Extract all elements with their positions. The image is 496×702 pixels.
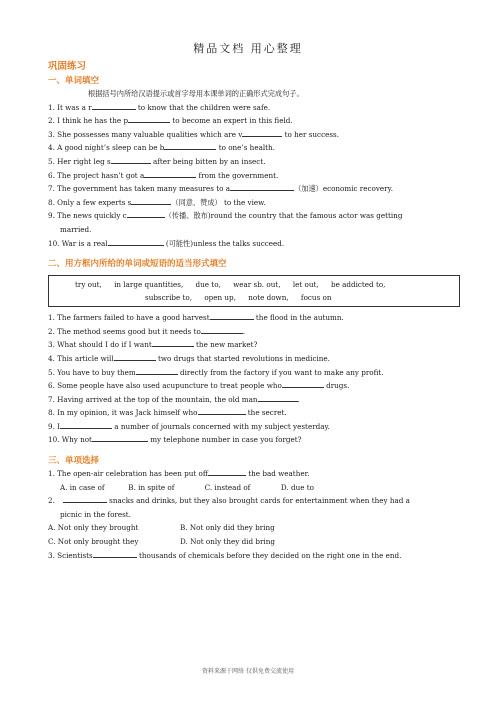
word-bank-term: note down, — [248, 293, 289, 303]
s1-item-9: 9. The news quickly c （传播、散布)round the country that the famous actor was getting — [48, 211, 403, 221]
s3-q3: 3. Scientists thousands of chemicals before they decided on the right one in the end. — [48, 550, 402, 560]
section-1-instruction: 根据括号内所给汉语提示或首字母用本课单词的正确形式完成句子。 — [88, 89, 304, 98]
s3-q1-options — [48, 481, 460, 495]
word-bank-row-1 — [55, 278, 453, 291]
s1-item-10: 10. War is a real (可能性)unless the talks succeed. — [48, 238, 285, 248]
s3-q2-options-ab — [48, 521, 460, 535]
s1-item-5: 5. Her right leg s after being bitten by an insect. — [48, 156, 266, 166]
s2-item-3: 3. What should I do if I want the new market? — [48, 340, 258, 350]
s3-q2-options-cd — [48, 535, 460, 549]
s2-item-6: 6. Some people have also used acupuncture to treat people who drugs. — [48, 381, 350, 391]
s1-item-9-cont: married. — [60, 224, 92, 234]
s2-item-5: 5. You have to buy them directly from the factory if you want to make any profit. — [48, 367, 384, 377]
s2-item-1: 1. The farmers failed to have a good harvest the flood in the autumn. — [48, 313, 344, 323]
s2-item-2: 2. The method seems good but it needs to . — [48, 326, 246, 336]
option-d: D. due to — [280, 482, 314, 492]
s3-q2: 2. snacks and drinks, but they also brought cards for entertainment when they had a — [48, 496, 410, 506]
s3-q1: 1. The open-air celebration has been put off the bad weather. — [48, 469, 310, 479]
s3-q2-cont: picnic in the forest. — [60, 509, 131, 519]
word-bank-term: wear sb. out, — [233, 280, 281, 290]
option-b: B. in spite of — [128, 482, 175, 492]
page-footer: 资料来源于网络 仅供免费交流使用 — [202, 668, 294, 675]
word-bank-term: let out, — [292, 280, 319, 290]
section-1-heading: 一、单词填空 — [48, 76, 100, 86]
page-header: 精品文档 用心整理 — [193, 42, 303, 55]
word-bank-term: subscribe to, — [145, 293, 193, 303]
s1-item-3: 3. She possesses many valuable qualities which are v to her success. — [48, 129, 340, 139]
word-bank-term: open up, — [204, 293, 236, 303]
worksheet-content — [48, 58, 460, 562]
s1-item-4: 4. A good night’s sleep can be b to one’s health. — [48, 143, 275, 153]
s1-item-7: 7. The government has taken many measures to a （加速）economic recovery. — [48, 184, 393, 194]
s1-item-8: 8. Only a few experts s （同意、赞成） to the view. — [48, 197, 266, 207]
s2-item-10: 10. Why not my telephone number in case you forget? — [48, 435, 302, 445]
s1-item-6: 6. The project hasn’t got a from the government. — [48, 170, 279, 180]
option-b: B. Not only did they bring — [180, 523, 275, 533]
option-d: D. Not only they did bring — [180, 537, 275, 547]
worksheet-title: 巩固练习 — [48, 61, 87, 72]
word-bank-box — [48, 275, 460, 307]
s2-item-7: 7. Having arrived at the top of the mountain, the old man . — [48, 394, 300, 404]
s1-item-2: 2. I think he has the p to become an expert in this field. — [48, 116, 293, 126]
word-bank-row-2 — [55, 291, 453, 304]
option-a: A. in case of — [60, 482, 105, 492]
section-3-heading: 三、单项选择 — [48, 456, 100, 467]
s2-item-8: 8. In my opinion, it was Jack himself who the secret. — [48, 408, 287, 418]
word-bank-term: be addicted to, — [330, 280, 386, 290]
option-c: C. Not only brought they — [48, 537, 139, 547]
option-c: C. instead of — [204, 482, 251, 492]
s2-item-9: 9. I a number of journals concerned with my subject yesterday. — [48, 421, 330, 431]
word-bank-term: try out, — [75, 280, 102, 290]
option-a: A. Not only they brought — [48, 523, 139, 533]
word-bank-term: focus on — [300, 293, 332, 303]
s1-item-1: 1. It was a r to know that the children were safe. — [48, 102, 271, 112]
word-bank-term: due to, — [195, 280, 221, 290]
section-2-heading: 二、用方框内所给的单词或短语的适当形式填空 — [48, 259, 227, 270]
s2-item-4: 4. This article will two drugs that started revolutions in medicine. — [48, 353, 330, 363]
word-bank-term: in large quantities, — [114, 280, 184, 290]
